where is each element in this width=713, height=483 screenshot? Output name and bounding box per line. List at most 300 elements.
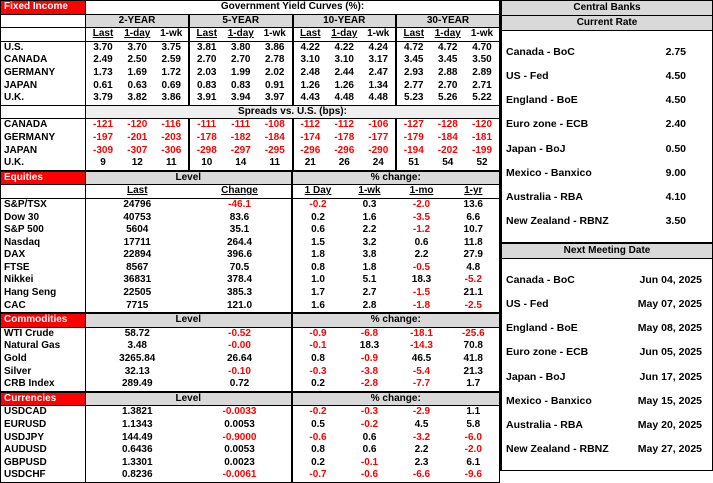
column-header-last: Last xyxy=(293,28,328,42)
column-header-1-wk: 1-wk xyxy=(344,185,396,199)
cell-value: 4.5 xyxy=(414,419,429,430)
cell-value: 1.72 xyxy=(161,66,181,78)
bank-rate: 4.50 xyxy=(665,70,686,83)
row-label: Nasdaq xyxy=(1,237,86,250)
cell-value: 3.8 xyxy=(362,249,377,261)
cell-value: -296 xyxy=(293,145,328,158)
table-row xyxy=(1,353,500,366)
cell-value: -0.7 xyxy=(292,469,344,482)
cell-value: -108 xyxy=(264,119,285,131)
central-banks-panel xyxy=(500,0,713,471)
cell-value: 2.03 xyxy=(189,67,224,80)
row-label: FTSE xyxy=(1,262,86,275)
cell-value: 10 xyxy=(189,157,224,170)
level-header: Level xyxy=(86,313,292,327)
central-banks-title: Central Banks xyxy=(502,1,712,16)
cell-value: 2.44 xyxy=(334,66,354,78)
cell-value: -184 xyxy=(264,131,285,143)
cell-value: 11 xyxy=(165,157,177,169)
bank-name: New Zealand - RBNZ xyxy=(506,442,609,455)
cell-value: 1.8 xyxy=(362,261,377,273)
cell-value: 24796 xyxy=(123,198,152,210)
cell-value: 2.77 xyxy=(396,80,431,93)
cell-value: 1.8 xyxy=(292,249,344,262)
cell-value: -0.6 xyxy=(360,469,379,481)
meeting-date: Jun 17, 2025 xyxy=(639,370,702,383)
cell-value: -18.1 xyxy=(410,327,433,339)
cell-value: 0.61 xyxy=(93,79,113,91)
cell-value: 3.48 xyxy=(127,340,147,352)
cell-value: 46.5 xyxy=(411,353,432,365)
cell-value: -120 xyxy=(127,119,148,131)
cell-value: 26.64 xyxy=(226,353,253,365)
cell-value: 3.10 xyxy=(293,54,328,67)
cell-value: 3.86 xyxy=(161,92,181,104)
cell-value: -6.0 xyxy=(464,431,482,443)
column-group-10-year: 10-YEAR xyxy=(293,14,397,28)
cell-value: -6.6 xyxy=(412,469,431,481)
bank-name: Euro zone - ECB xyxy=(506,118,589,131)
cell-value: 13.6 xyxy=(463,198,483,210)
cell-value: 2.2 xyxy=(414,249,429,261)
cell-value: -127 xyxy=(396,119,431,132)
empty-cell xyxy=(1,14,86,28)
cell-value: -182 xyxy=(230,131,251,143)
cell-value: 4.24 xyxy=(368,41,388,53)
bank-name: Australia - RBA xyxy=(506,418,584,431)
cell-value: 2.50 xyxy=(127,54,147,66)
cell-value: 2.7 xyxy=(362,287,377,299)
cell-value: -3.8 xyxy=(360,365,379,377)
row-label: GERMANY xyxy=(1,67,86,80)
cell-value: 2.3 xyxy=(414,456,429,468)
cell-value: -197 xyxy=(92,131,113,143)
cell-value: 2.02 xyxy=(265,66,285,78)
cell-value: 2.2 xyxy=(362,224,377,236)
table-row xyxy=(1,469,500,482)
empty-cell xyxy=(1,185,86,199)
pct-change-header: % change: xyxy=(292,171,500,185)
cell-value: 1.0 xyxy=(292,274,344,287)
next-meeting-header: Next Meeting Date xyxy=(502,242,712,259)
cell-value: 396.6 xyxy=(226,249,253,261)
cell-value: -3.5 xyxy=(412,211,431,223)
current-rate-rows xyxy=(502,31,712,242)
row-label: DAX xyxy=(1,249,86,262)
cell-value: -0.9 xyxy=(292,327,344,340)
section-title-row xyxy=(1,1,500,15)
bank-name: US - Fed xyxy=(506,70,549,83)
cell-value: -46.1 xyxy=(228,198,251,210)
cell-value: 0.0053 xyxy=(224,444,255,456)
column-header-1-day: 1 Day xyxy=(292,185,344,199)
bank-row xyxy=(502,322,712,334)
cell-value: -7.7 xyxy=(412,378,431,390)
cell-value: 9 xyxy=(100,157,106,169)
row-label: CANADA xyxy=(1,119,86,132)
cell-value: 0.5 xyxy=(292,419,344,432)
cell-value: 40753 xyxy=(123,211,152,223)
cell-value: 3.17 xyxy=(368,54,388,66)
cell-value: 4.70 xyxy=(472,41,492,53)
cell-value: 4.22 xyxy=(293,41,328,54)
cell-value: -296 xyxy=(334,144,355,156)
table-row xyxy=(1,249,500,262)
cell-value: -178 xyxy=(189,132,224,145)
bank-row xyxy=(502,274,712,286)
cell-value: 2.8 xyxy=(362,299,377,311)
cell-value: 6.6 xyxy=(466,211,481,223)
column-header-last: Last xyxy=(396,28,431,42)
cell-value: 2.49 xyxy=(93,54,113,66)
cell-value: 83.6 xyxy=(229,211,250,223)
table-row xyxy=(1,340,500,353)
table-row xyxy=(1,262,500,275)
cell-value: 14 xyxy=(235,157,247,169)
bank-rate: 4.10 xyxy=(665,190,686,203)
cell-value: -201 xyxy=(127,131,148,143)
bank-name: Australia - RBA xyxy=(506,190,584,203)
meeting-date: Jun 05, 2025 xyxy=(639,346,702,359)
cell-value: -0.0033 xyxy=(222,406,257,418)
row-label: Nikkei xyxy=(1,274,86,287)
cell-value: -0.2 xyxy=(292,406,344,419)
cell-value: -199 xyxy=(471,144,492,156)
cell-value: 0.6 xyxy=(414,236,429,248)
cell-value: 22505 xyxy=(123,287,152,299)
cell-value: 2.70 xyxy=(189,54,224,67)
cell-value: 385.3 xyxy=(226,287,253,299)
cell-value: 0.8 xyxy=(292,353,344,366)
cell-value: 3.45 xyxy=(396,54,431,67)
cell-value: 0.3 xyxy=(362,198,377,210)
table-row xyxy=(1,80,500,93)
subheader-row xyxy=(1,28,500,42)
bank-row xyxy=(502,118,712,130)
bank-row xyxy=(502,70,712,82)
cell-value: -0.1 xyxy=(360,456,379,468)
cell-value: 0.0053 xyxy=(224,419,255,430)
cell-value: 58.72 xyxy=(124,327,150,339)
cell-value: -179 xyxy=(396,132,431,145)
row-label: U.K. xyxy=(1,157,86,170)
bank-rate: 2.75 xyxy=(665,46,686,59)
spread-rows xyxy=(1,119,500,170)
cell-value: 7715 xyxy=(126,299,149,311)
table-row xyxy=(1,67,500,80)
cell-value: -0.3 xyxy=(360,406,379,418)
pct-change-header: % change: xyxy=(292,392,500,406)
commodities-rows xyxy=(1,327,500,391)
cell-value: -178 xyxy=(334,131,355,143)
cell-value: -121 xyxy=(92,119,113,131)
cell-value: -2.8 xyxy=(360,378,379,390)
row-label: Dow 30 xyxy=(1,212,86,225)
row-label: CANADA xyxy=(1,54,86,67)
cell-value: 2.88 xyxy=(438,66,458,78)
table-row xyxy=(1,457,500,470)
cell-value: 5.8 xyxy=(466,419,481,430)
cell-value: -307 xyxy=(127,144,148,156)
cell-value: 0.69 xyxy=(161,79,181,91)
cell-value: -6.8 xyxy=(360,327,379,339)
cell-value: 1.6 xyxy=(362,211,377,223)
cell-value: -5.4 xyxy=(412,365,431,377)
table-row xyxy=(1,327,500,340)
cell-value: 264.4 xyxy=(226,236,253,248)
bank-rate: 4.50 xyxy=(665,94,686,107)
cell-value: -181 xyxy=(471,131,492,143)
cell-value: -0.52 xyxy=(228,327,251,339)
bank-row xyxy=(502,167,712,179)
row-label: EURUSD xyxy=(1,419,86,432)
next-meeting-rows xyxy=(502,259,712,470)
cell-value: 2.47 xyxy=(368,66,388,78)
cell-value: 5.23 xyxy=(396,92,431,105)
cell-value: 0.8236 xyxy=(121,469,153,481)
cell-value: 21.1 xyxy=(463,287,483,299)
bank-name: Mexico - Banxico xyxy=(506,166,592,179)
cell-value: 51 xyxy=(396,157,431,170)
row-label: Silver xyxy=(1,366,86,379)
cell-value: 41.8 xyxy=(463,353,483,365)
cell-value: -0.9 xyxy=(360,353,379,365)
cell-value: 22894 xyxy=(123,249,152,261)
bank-name: Canada - BoC xyxy=(506,46,575,59)
cell-value: -9.6 xyxy=(464,469,482,481)
cell-value: 1.6 xyxy=(292,300,344,314)
column-header-1-day: 1-day xyxy=(120,28,155,42)
cell-value: 5.26 xyxy=(438,92,458,104)
cell-value: 1.73 xyxy=(93,66,113,78)
table-row xyxy=(1,157,500,170)
fixed-income-table xyxy=(0,0,500,170)
column-header-1-mo: 1-mo xyxy=(396,185,448,199)
table-row xyxy=(1,300,500,314)
cell-value: -111 xyxy=(231,119,251,131)
table-row xyxy=(1,198,500,211)
cell-value: 1.34 xyxy=(368,79,388,91)
cell-value: 2.89 xyxy=(472,66,492,78)
cell-value: 2.48 xyxy=(293,67,328,80)
currencies-header xyxy=(1,392,500,406)
cell-value: 4.8 xyxy=(466,261,481,273)
cell-value: -1.2 xyxy=(412,224,431,236)
cell-value: 1.3821 xyxy=(121,406,153,418)
cell-value: 3.94 xyxy=(231,92,251,104)
cell-value: 2.71 xyxy=(472,79,492,91)
cell-value: 289.49 xyxy=(121,378,153,390)
cell-value: 3.97 xyxy=(265,92,285,104)
fixed-income-header xyxy=(1,1,500,42)
table-row xyxy=(1,287,500,300)
bank-row xyxy=(502,46,712,58)
bank-rate: 3.50 xyxy=(665,214,686,227)
row-label: GERMANY xyxy=(1,132,86,145)
bank-rate: 0.50 xyxy=(665,142,686,155)
cell-value: -0.6 xyxy=(292,432,344,445)
row-label: S&P/TSX xyxy=(1,198,86,211)
cell-value: 24 xyxy=(372,157,384,169)
cell-value: 1.26 xyxy=(293,80,328,93)
bank-row xyxy=(502,191,712,203)
table-row xyxy=(1,119,500,132)
cell-value: 12 xyxy=(131,157,143,169)
bank-name: Japan - BoJ xyxy=(506,370,566,383)
cell-value: 0.0023 xyxy=(224,456,255,468)
cell-value: 3265.84 xyxy=(119,353,156,365)
cell-value: 11.8 xyxy=(463,236,483,248)
row-label: USDCAD xyxy=(1,406,86,419)
cell-value: 18.3 xyxy=(411,274,432,286)
column-header-1-wk: 1-wk xyxy=(362,28,397,42)
level-header: Level xyxy=(86,392,292,406)
cell-value: -14.3 xyxy=(410,340,433,352)
cell-value: -128 xyxy=(437,119,458,131)
cell-value: 54 xyxy=(442,157,454,169)
section-title-row xyxy=(1,392,500,406)
column-group-2-year: 2-YEAR xyxy=(86,14,190,28)
cell-value: 0.8 xyxy=(292,444,344,457)
cell-value: 2.70 xyxy=(438,79,458,91)
cell-value: -1.8 xyxy=(412,299,431,311)
cell-value: 1.5 xyxy=(292,237,344,250)
column-header-1-day: 1-day xyxy=(431,28,466,42)
commodities-header xyxy=(1,313,500,327)
cell-value: 3.75 xyxy=(161,41,181,53)
cell-value: 3.70 xyxy=(127,41,147,53)
column-header-1-day: 1-day xyxy=(327,28,362,42)
cell-value: -2.0 xyxy=(412,198,431,210)
table-row xyxy=(1,378,500,392)
table-row xyxy=(1,237,500,250)
cell-value: 17711 xyxy=(123,236,151,248)
column-header-1-day: 1-day xyxy=(224,28,259,42)
cell-value: 1.26 xyxy=(334,79,354,91)
currencies-rows xyxy=(1,406,500,483)
cell-value: 3.79 xyxy=(93,92,113,104)
cell-value: 2.93 xyxy=(396,67,431,80)
current-rate-header: Current Rate xyxy=(502,16,712,31)
bank-row xyxy=(502,443,712,455)
cell-value: -112 xyxy=(334,119,354,131)
cell-value: 2.78 xyxy=(265,54,285,66)
cell-value: -120 xyxy=(471,119,492,131)
row-label: U.S. xyxy=(1,41,86,54)
cell-value: -106 xyxy=(368,119,389,131)
cell-value: -1.5 xyxy=(412,287,431,299)
cell-value: 35.1 xyxy=(229,224,250,236)
cell-value: 3.80 xyxy=(231,41,251,53)
cell-value: -295 xyxy=(264,144,285,156)
cell-value: 4.72 xyxy=(396,41,431,54)
section-header-fixed-income: Fixed Income xyxy=(1,1,86,15)
column-header-change: Change xyxy=(189,185,292,199)
cell-value: 6.1 xyxy=(466,456,481,468)
row-label: GBPUSD xyxy=(1,457,86,470)
row-label: USDCHF xyxy=(1,469,86,482)
spreads-header xyxy=(1,105,500,119)
cell-value: -0.2 xyxy=(360,419,379,430)
cell-value: 5.22 xyxy=(472,92,492,104)
level-header: Level xyxy=(86,171,292,185)
cell-value: -203 xyxy=(161,131,182,143)
cell-value: 1.7 xyxy=(466,378,481,390)
cell-value: -0.5 xyxy=(412,261,431,273)
cell-value: 0.6436 xyxy=(121,444,153,456)
column-group-30-year: 30-YEAR xyxy=(396,14,500,28)
cell-value: -298 xyxy=(189,145,224,158)
cell-value: 3.82 xyxy=(127,92,147,104)
cell-value: 1.1343 xyxy=(121,419,153,430)
table-row xyxy=(1,224,500,237)
cell-value: 0.83 xyxy=(189,80,224,93)
table-row xyxy=(1,406,500,419)
cell-value: -0.3 xyxy=(292,366,344,379)
bank-name: New Zealand - RBNZ xyxy=(506,214,609,227)
cell-value: -290 xyxy=(368,144,389,156)
row-label: Hang Seng xyxy=(1,287,86,300)
cell-value: -111 xyxy=(189,119,224,132)
yield-rows xyxy=(1,41,500,105)
bank-name: England - BoE xyxy=(506,94,578,107)
bank-rate: 9.00 xyxy=(665,166,686,179)
cell-value: 3.2 xyxy=(362,236,377,248)
cell-value: 1.7 xyxy=(292,287,344,300)
yield-curves-title: Government Yield Curves (%): xyxy=(86,1,500,15)
cell-value: 4.72 xyxy=(438,41,458,53)
table-row xyxy=(1,444,500,457)
cell-value: 4.48 xyxy=(368,92,388,104)
cell-value: 0.83 xyxy=(231,79,251,91)
column-header-1-wk: 1-wk xyxy=(155,28,190,42)
bank-name: Japan - BoJ xyxy=(506,142,566,155)
cell-value: 3.45 xyxy=(438,54,458,66)
cell-value: 4.48 xyxy=(334,92,354,104)
column-header-last: Last xyxy=(86,185,189,199)
cell-value: 3.81 xyxy=(189,41,224,54)
cell-value: 2.59 xyxy=(161,54,181,66)
cell-value: 3.91 xyxy=(189,92,224,105)
cell-value: 0.91 xyxy=(265,79,285,91)
table-row xyxy=(1,366,500,379)
row-label: WTI Crude xyxy=(1,327,86,340)
cell-value: 0.6 xyxy=(292,224,344,237)
table-row xyxy=(1,92,500,105)
cell-value: 1.1 xyxy=(466,406,481,418)
cell-value: 3.70 xyxy=(93,41,113,53)
row-label: Gold xyxy=(1,353,86,366)
cell-value: 2.2 xyxy=(414,444,429,456)
bank-row xyxy=(502,143,712,155)
spreads-title: Spreads vs. U.S. (bps): xyxy=(86,105,500,119)
column-header-last: Last xyxy=(86,28,121,42)
cell-value: 27.9 xyxy=(463,249,483,261)
empty-cell xyxy=(1,28,86,42)
cell-value: -202 xyxy=(437,144,458,156)
cell-value: 0.2 xyxy=(292,378,344,392)
row-label: AUDUSD xyxy=(1,444,86,457)
cell-value: 121.0 xyxy=(226,299,253,311)
empty-cell xyxy=(1,105,86,119)
table-row xyxy=(1,432,500,445)
cell-value: 1.3301 xyxy=(121,456,153,468)
section-title-row xyxy=(1,171,500,185)
row-label: U.K. xyxy=(1,92,86,105)
cell-value: -306 xyxy=(161,144,182,156)
cell-value: 3.86 xyxy=(265,41,285,53)
table-row xyxy=(1,54,500,67)
